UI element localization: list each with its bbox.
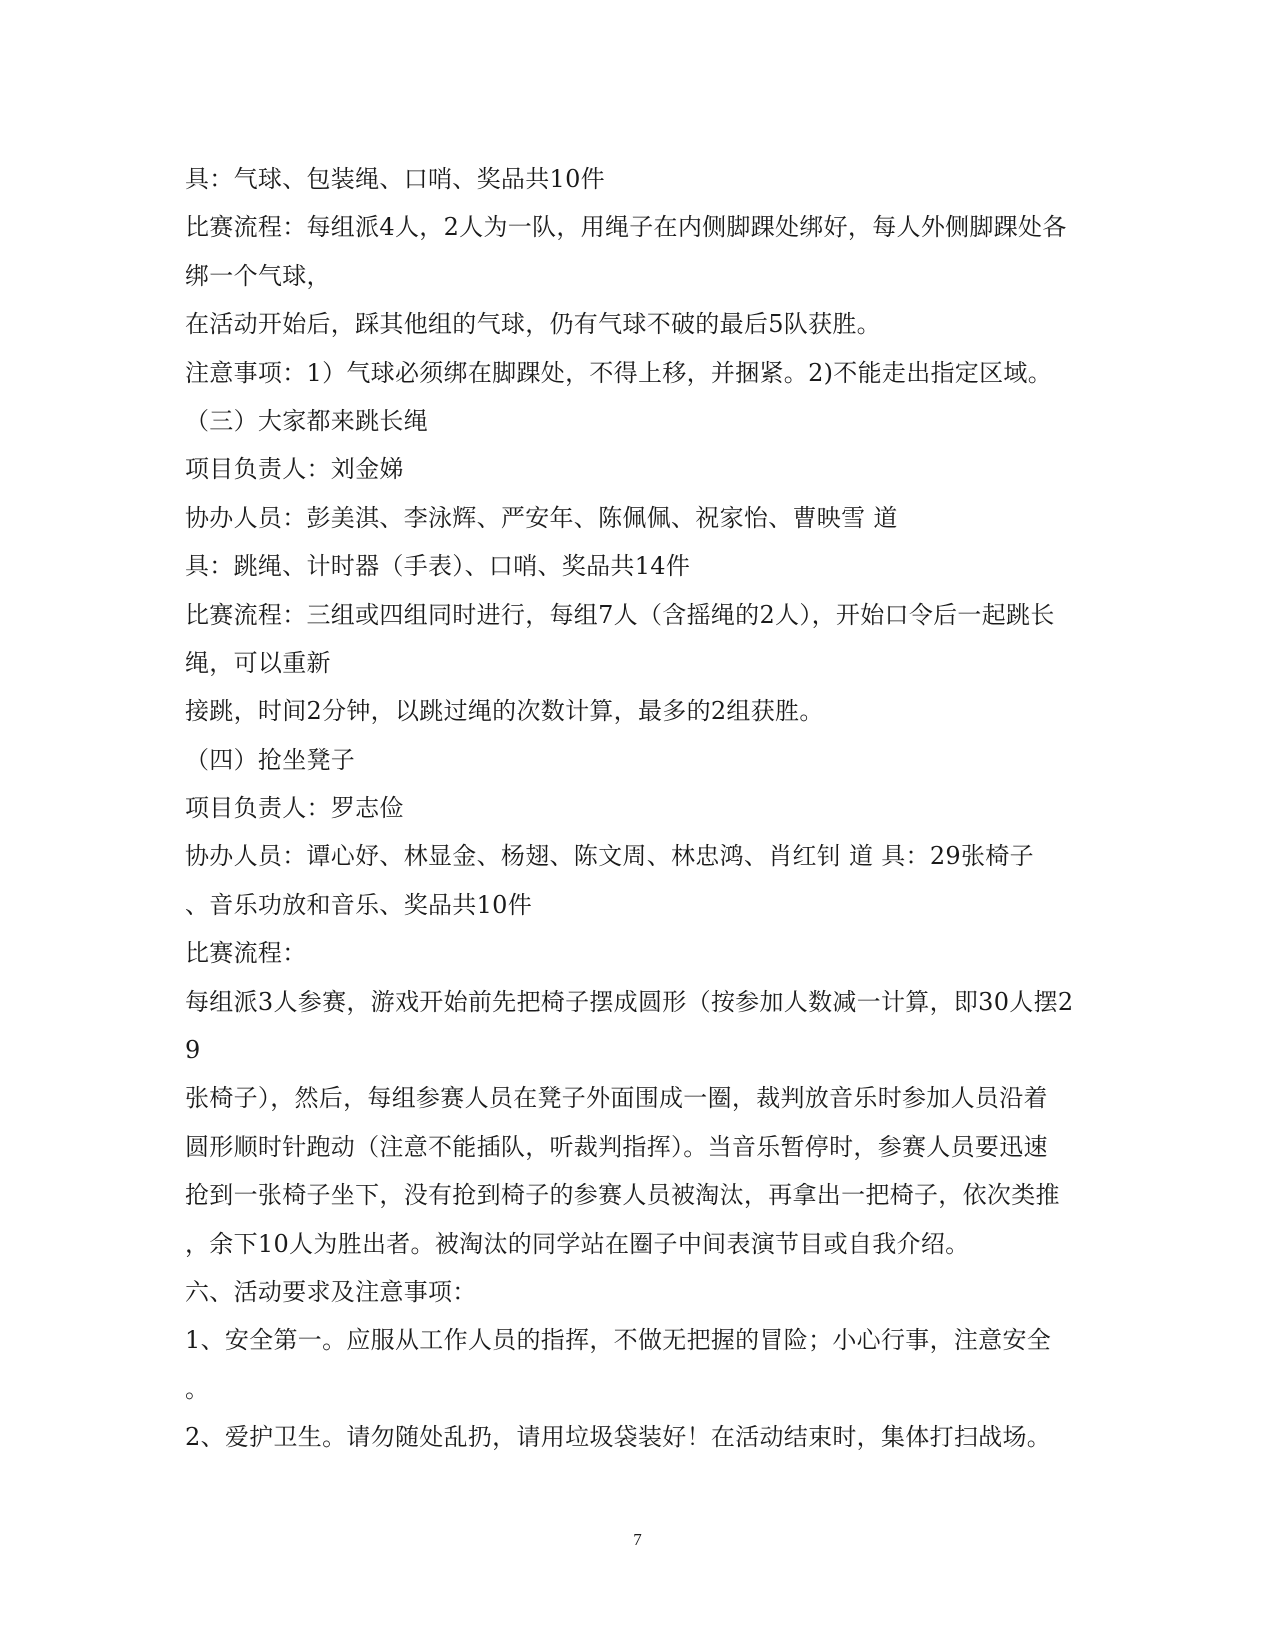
text-line: 在活动开始后，踩其他组的气球，仍有气球不破的最后5队获胜。: [185, 310, 881, 339]
text-line: 张椅子），然后，每组参赛人员在凳子外面围成一圈，裁判放音乐时参加人员沿着: [185, 1084, 1048, 1113]
text-line: 接跳，时间2分钟，以跳过绳的次数计算，最多的2组获胜。: [185, 697, 824, 726]
text-line: 项目负责人：罗志俭: [185, 794, 404, 823]
body-text: [185, 155, 1085, 1462]
text-line: 。: [185, 1374, 210, 1403]
text-line: 圆形顺时针跑动（注意不能插队，听裁判指挥）。当音乐暂停时，参赛人员要迅速: [185, 1132, 1048, 1161]
text-line: 绳，可以重新: [185, 648, 331, 677]
text-line: 9: [185, 1036, 201, 1065]
text-line: 比赛流程：: [185, 939, 307, 968]
section-heading: 六、活动要求及注意事项：: [185, 1277, 477, 1306]
text-line: ，余下10人为胜出者。被淘汰的同学站在圈子中间表演节目或自我介绍。: [185, 1229, 970, 1258]
text-line: 2、爱护卫生。请勿随处乱扔，请用垃圾袋装好！在活动结束时，集体打扫战场。: [185, 1423, 1052, 1452]
section-heading: （四）抢坐凳子: [185, 745, 356, 774]
text-line: 绑一个气球，: [185, 261, 331, 290]
text-line: 每组派3人参赛，游戏开始前先把椅子摆成圆形（按参加人数减一计算，即30人摆2: [185, 987, 1074, 1016]
text-line: 具：跳绳、计时器（手表）、口哨、奖品共14件: [185, 552, 691, 581]
text-line: 项目负责人：刘金娣: [185, 455, 404, 484]
text-line: 1、安全第一。应服从工作人员的指挥，不做无把握的冒险；小心行事，注意安全: [185, 1326, 1052, 1355]
text-line: 协办人员：谭心妤、林显金、杨翅、陈文周、林忠鸿、肖红钊 道 具：29张椅子: [185, 842, 1034, 871]
text-line: 具：气球、包装绳、口哨、奖品共10件: [185, 165, 605, 193]
section-heading: （三）大家都来跳长绳: [185, 406, 428, 435]
text-line: 比赛流程：每组派4人，2人为一队，用绳子在内侧脚踝处绑好，每人外侧脚踝处各: [185, 213, 1067, 242]
text-line: 抢到一张椅子坐下，没有抢到椅子的参赛人员被淘汰，再拿出一把椅子，依次类推: [185, 1181, 1060, 1210]
text-line: 协办人员：彭美淇、李泳辉、严安年、陈佩佩、祝家怡、曹映雪 道: [185, 503, 898, 532]
text-line: 比赛流程：三组或四组同时进行，每组7人（含摇绳的2人），开始口令后一起跳长: [185, 600, 1055, 629]
text-line: 、音乐功放和音乐、奖品共10件: [185, 890, 533, 919]
text-line: 注意事项：1）气球必须绑在脚踝处，不得上移，并捆紧。2)不能走出指定区域。: [185, 358, 1052, 387]
page-number: 7: [633, 1530, 642, 1549]
